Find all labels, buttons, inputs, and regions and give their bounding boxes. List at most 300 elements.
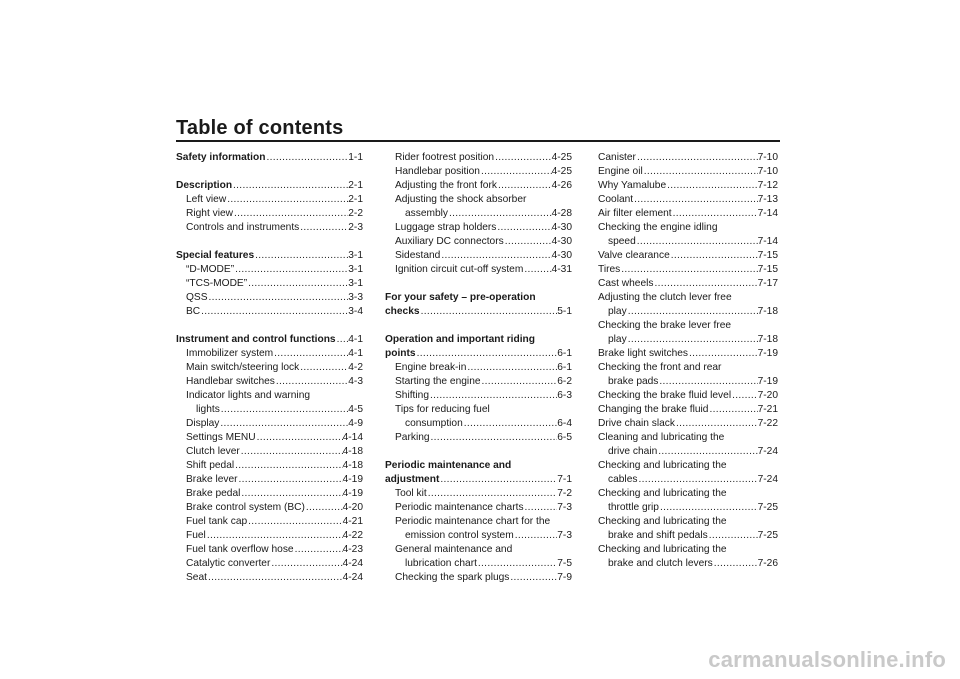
toc-entry[interactable]: [598, 445, 778, 459]
toc-entry-label: Handlebar position: [395, 166, 480, 177]
dot-leader: [688, 347, 758, 361]
dot-leader: [627, 305, 758, 319]
toc-page-number: 7-10: [757, 152, 778, 163]
toc-entry[interactable]: [176, 361, 363, 375]
toc-entry-label: “D-MODE”: [186, 264, 235, 275]
toc-entry[interactable]: [176, 571, 363, 585]
toc-entry-label: lubrication chart: [405, 558, 477, 569]
dot-leader: [232, 179, 348, 193]
toc-page-number: 5-1: [557, 306, 572, 317]
toc-entry-label: play: [608, 306, 627, 317]
toc-entry: [385, 403, 572, 417]
toc-entry-label: Engine oil: [598, 166, 643, 177]
toc-entry-label: Checking and lubricating the: [598, 488, 727, 499]
toc-entry-label: Seat: [186, 572, 207, 583]
toc-page-number: 3-4: [348, 306, 363, 317]
toc-spacer: [385, 445, 572, 459]
toc-entry[interactable]: [385, 221, 572, 235]
toc-entry[interactable]: [385, 417, 572, 431]
dot-leader: [247, 515, 342, 529]
toc-entry[interactable]: [598, 375, 778, 389]
toc-entry[interactable]: [385, 179, 572, 193]
toc-entry: [598, 459, 778, 473]
toc-spacer: [385, 277, 572, 291]
dot-leader: [439, 473, 557, 487]
dot-leader: [448, 207, 552, 221]
toc-page-number: 1-1: [348, 152, 363, 163]
toc-entry[interactable]: [385, 235, 572, 249]
toc-page-number: 4-1: [348, 334, 363, 345]
toc-page-number: 4-18: [342, 460, 363, 471]
toc-section-heading[interactable]: [176, 151, 363, 165]
dot-leader: [480, 165, 552, 179]
toc-entry[interactable]: [176, 221, 363, 235]
toc-entry-label: Coolant: [598, 194, 634, 205]
toc-entry-label: QSS: [186, 292, 208, 303]
toc-entry[interactable]: [385, 375, 572, 389]
dot-leader: [416, 347, 558, 361]
dot-leader: [643, 165, 758, 179]
toc-entry[interactable]: [176, 207, 363, 221]
toc-page-number: 4-24: [342, 558, 363, 569]
toc-section-heading[interactable]: [176, 249, 363, 263]
toc-entry[interactable]: [598, 179, 778, 193]
toc-entry-label: Shifting: [395, 390, 429, 401]
dot-leader: [524, 501, 558, 515]
dot-leader: [299, 221, 348, 235]
toc-entry[interactable]: [385, 151, 572, 165]
toc-entry-label: lights: [196, 404, 220, 415]
toc-entry[interactable]: [598, 501, 778, 515]
toc-page-number: 7-15: [757, 264, 778, 275]
toc-entry-label: Checking the brake lever free: [598, 320, 732, 331]
toc-entry-label: emission control system: [405, 530, 514, 541]
toc-entry[interactable]: [598, 165, 778, 179]
toc-page-number: 7-1: [557, 474, 572, 485]
dot-leader: [305, 501, 343, 515]
toc-section-heading[interactable]: [385, 473, 572, 487]
dot-leader: [254, 249, 348, 263]
toc-spacer: [176, 165, 363, 179]
toc-entry[interactable]: [598, 207, 778, 221]
toc-entry-label: cables: [608, 474, 638, 485]
toc-entry[interactable]: [176, 529, 363, 543]
toc-entry-label: Indicator lights and warning: [186, 390, 311, 401]
dot-leader: [657, 445, 757, 459]
toc-page-number: 4-22: [342, 530, 363, 541]
toc-entry[interactable]: [176, 473, 363, 487]
toc-entry[interactable]: [598, 347, 778, 361]
toc-entry-label: Brake light switches: [598, 348, 689, 359]
toc-entry-label: Shift pedal: [186, 460, 235, 471]
toc-page-number: 7-20: [757, 390, 778, 401]
toc-entry-label: Why Yamalube: [598, 180, 667, 191]
toc-entry: [385, 543, 572, 557]
toc-column-2: [385, 151, 572, 585]
dot-leader: [207, 571, 343, 585]
toc-entry-label: assembly: [405, 208, 449, 219]
toc-entry[interactable]: [176, 277, 363, 291]
toc-page-number: 4-3: [348, 376, 363, 387]
toc-page-number: 4-31: [551, 264, 572, 275]
toc-entry-label: checks: [385, 306, 420, 317]
toc-entry-label: Checking the spark plugs: [395, 572, 510, 583]
toc-page-number: 4-18: [342, 446, 363, 457]
toc-section-heading[interactable]: [385, 347, 572, 361]
toc-entry[interactable]: [385, 571, 572, 585]
dot-leader: [713, 557, 758, 571]
toc-entry-label: Periodic maintenance chart for the: [395, 516, 551, 527]
toc-entry-label: Description: [176, 180, 233, 191]
dot-leader: [299, 361, 348, 375]
toc-page-number: 6-3: [557, 390, 572, 401]
dot-leader: [496, 221, 551, 235]
toc-entry[interactable]: [176, 487, 363, 501]
toc-entry-label: Operation and important riding: [385, 334, 535, 345]
toc-spacer: [176, 235, 363, 249]
dot-leader: [240, 445, 343, 459]
dot-leader: [497, 179, 552, 193]
toc-page-number: 7-9: [557, 572, 572, 583]
toc-entry-label: Parking: [395, 432, 430, 443]
dot-leader: [234, 459, 342, 473]
toc-entry-label: Canister: [598, 152, 636, 163]
toc-entry-label: Ignition circuit cut-off system: [395, 264, 524, 275]
toc-entry[interactable]: [176, 431, 363, 445]
toc-entry[interactable]: [598, 557, 778, 571]
toc-entry-label: Main switch/steering lock: [186, 362, 300, 373]
toc-entry[interactable]: [598, 473, 778, 487]
toc-entry-label: play: [608, 334, 627, 345]
toc-page-number: 4-30: [551, 222, 572, 233]
toc-page-number: 7-2: [557, 488, 572, 499]
toc-entry-label: Brake control system (BC): [186, 502, 305, 513]
dot-leader: [219, 417, 348, 431]
toc-entry-label: Starting the engine: [395, 376, 481, 387]
toc-page-number: 6-4: [557, 418, 572, 429]
toc-page-number: 4-25: [551, 152, 572, 163]
dot-leader: [636, 151, 758, 165]
toc-entry: [598, 543, 778, 557]
toc-entry-label: Changing the brake fluid: [598, 404, 709, 415]
toc-entry[interactable]: [385, 431, 572, 445]
dot-leader: [675, 417, 758, 431]
toc-section-heading[interactable]: [176, 333, 363, 347]
toc-entry-label: Fuel tank overflow hose: [186, 544, 294, 555]
dot-leader: [463, 417, 558, 431]
dot-leader: [247, 277, 348, 291]
toc-entry[interactable]: [176, 459, 363, 473]
toc-entry-label: Clutch lever: [186, 446, 240, 457]
toc-page-number: 2-2: [348, 208, 363, 219]
dot-leader: [731, 389, 758, 403]
dot-leader: [200, 305, 348, 319]
toc-entry-label: Cast wheels: [598, 278, 654, 289]
toc-entry[interactable]: [385, 361, 572, 375]
toc-page-number: 4-28: [551, 208, 572, 219]
toc-entry-label: Checking and lubricating the: [598, 544, 727, 555]
dot-leader: [427, 487, 558, 501]
dot-leader: [509, 571, 557, 585]
toc-page-number: 4-5: [348, 404, 363, 415]
toc-page-number: 6-2: [557, 376, 572, 387]
toc-page-number: 3-1: [348, 264, 363, 275]
toc-entry[interactable]: [176, 375, 363, 389]
toc-page-number: 7-10: [757, 166, 778, 177]
toc-entry: [598, 361, 778, 375]
toc-page-number: 7-3: [557, 530, 572, 541]
toc-entry: [385, 193, 572, 207]
toc-page-number: 4-25: [551, 166, 572, 177]
toc-entry[interactable]: [598, 305, 778, 319]
dot-leader: [430, 431, 558, 445]
toc-entry-label: Cleaning and lubricating the: [598, 432, 725, 443]
toc-entry[interactable]: [176, 263, 363, 277]
toc-entry-label: consumption: [405, 418, 463, 429]
toc-section-heading: [385, 333, 572, 347]
toc-page-number: 7-17: [757, 278, 778, 289]
dot-leader: [670, 249, 758, 263]
toc-page-number: 7-25: [757, 530, 778, 541]
toc-entry-label: Controls and instruments: [186, 222, 300, 233]
toc-entry[interactable]: [598, 417, 778, 431]
dot-leader: [240, 487, 342, 501]
dot-leader: [658, 375, 757, 389]
toc-page-number: 4-30: [551, 250, 572, 261]
toc-entry-label: speed: [608, 236, 636, 247]
dot-leader: [233, 207, 348, 221]
toc-entry-label: Adjusting the clutch lever free: [598, 292, 732, 303]
toc-entry[interactable]: [385, 389, 572, 403]
watermark-text: carmanualsonline.info: [708, 647, 946, 672]
toc-page-number: 4-19: [342, 488, 363, 499]
toc-entry-label: Tips for reducing fuel: [395, 404, 490, 415]
dot-leader: [466, 361, 557, 375]
toc-page-number: 2-1: [348, 180, 363, 191]
toc-entry-label: brake and clutch levers: [608, 558, 713, 569]
toc-page-number: 4-1: [348, 348, 363, 359]
toc-entry: [385, 515, 572, 529]
toc-page-number: 7-25: [757, 502, 778, 513]
toc-entry-label: Handlebar switches: [186, 376, 275, 387]
dot-leader: [206, 529, 343, 543]
toc-entry-label: Adjusting the shock absorber: [395, 194, 527, 205]
dot-leader: [429, 389, 557, 403]
page-title: Table of contents: [176, 117, 344, 139]
dot-leader: [633, 193, 757, 207]
dot-leader: [275, 375, 348, 389]
toc-entry-label: Left view: [186, 194, 227, 205]
toc-entry-label: Brake lever: [186, 474, 238, 485]
toc-entry-label: points: [385, 348, 416, 359]
toc-entry[interactable]: [598, 389, 778, 403]
dot-leader: [666, 179, 757, 193]
dot-leader: [208, 291, 349, 305]
toc-entry[interactable]: [176, 347, 363, 361]
toc-page-number: 4-20: [342, 502, 363, 513]
toc-entry-label: Tool kit: [395, 488, 427, 499]
toc-entry-label: Catalytic converter: [186, 558, 271, 569]
toc-section-heading: [385, 291, 572, 305]
toc-page-number: 7-13: [757, 194, 778, 205]
toc-entry[interactable]: [385, 249, 572, 263]
dot-leader: [620, 263, 757, 277]
toc-entry-label: Brake pedal: [186, 488, 241, 499]
dot-leader: [273, 347, 348, 361]
toc-entry[interactable]: [598, 529, 778, 543]
toc-entry[interactable]: [385, 557, 572, 571]
dot-leader: [659, 501, 758, 515]
dot-leader: [440, 249, 551, 263]
toc-entry[interactable]: [598, 403, 778, 417]
toc-entry[interactable]: [176, 515, 363, 529]
toc-entry-label: Tires: [598, 264, 621, 275]
toc-entry[interactable]: [385, 529, 572, 543]
toc-entry: [598, 291, 778, 305]
toc-entry[interactable]: [598, 151, 778, 165]
toc-page-number: 7-14: [757, 236, 778, 247]
toc-entry: [598, 319, 778, 333]
toc-page-number: 4-14: [342, 432, 363, 443]
toc-page-number: 7-26: [757, 558, 778, 569]
toc-entry[interactable]: [385, 501, 572, 515]
toc-entry[interactable]: [385, 487, 572, 501]
toc-entry-label: Checking the front and rear: [598, 362, 722, 373]
toc-entry-label: Fuel: [186, 530, 206, 541]
toc-entry[interactable]: [176, 501, 363, 515]
toc-entry[interactable]: [598, 193, 778, 207]
dot-leader: [294, 543, 343, 557]
toc-entry[interactable]: [176, 403, 363, 417]
toc-page-number: 4-2: [348, 362, 363, 373]
toc-entry[interactable]: [385, 165, 572, 179]
toc-page-number: 3-3: [348, 292, 363, 303]
toc-page-number: 7-24: [757, 446, 778, 457]
toc-entry-label: For your safety – pre-operation: [385, 292, 536, 303]
toc-page-number: 6-1: [557, 362, 572, 373]
toc-entry-label: Checking the engine idling: [598, 222, 718, 233]
toc-page-number: 4-21: [342, 516, 363, 527]
dot-leader: [672, 207, 758, 221]
toc-entry-label: Right view: [186, 208, 233, 219]
dot-leader: [494, 151, 552, 165]
toc-column-1: [176, 151, 363, 585]
toc-entry[interactable]: [385, 207, 572, 221]
toc-entry-label: Auxiliary DC connectors: [395, 236, 504, 247]
toc-page-number: 7-19: [757, 348, 778, 359]
toc-entry-label: Luggage strap holders: [395, 222, 497, 233]
toc-page-number: 4-19: [342, 474, 363, 485]
toc-page-number: 4-26: [551, 180, 572, 191]
toc-entry[interactable]: [176, 417, 363, 431]
toc-entry[interactable]: [598, 249, 778, 263]
dot-leader: [234, 263, 348, 277]
toc-page-number: 6-1: [557, 348, 572, 359]
toc-entry-label: Checking the brake fluid level: [598, 390, 732, 401]
dot-leader: [256, 431, 343, 445]
toc-entry-label: Engine break-in: [395, 362, 467, 373]
dot-leader: [238, 473, 343, 487]
toc-entry-label: Rider footrest position: [395, 152, 495, 163]
toc-entry-label: BC: [186, 306, 201, 317]
toc-entry-label: Settings MENU: [186, 432, 256, 443]
toc-entry-label: Periodic maintenance and: [385, 460, 512, 471]
dot-leader: [708, 403, 757, 417]
toc-entry[interactable]: [598, 277, 778, 291]
toc-section-heading[interactable]: [385, 305, 572, 319]
toc-entry-label: Immobilizer system: [186, 348, 274, 359]
toc-entry: [598, 221, 778, 235]
dot-leader: [270, 557, 342, 571]
toc-entry[interactable]: [598, 235, 778, 249]
dot-leader: [265, 151, 348, 165]
toc-page-number: 4-30: [551, 236, 572, 247]
toc-column-3: [598, 151, 778, 571]
toc-entry-label: Sidestand: [395, 250, 441, 261]
toc-entry-label: drive chain: [608, 446, 658, 457]
toc-entry[interactable]: [176, 445, 363, 459]
dot-leader: [523, 263, 551, 277]
toc-entry: [598, 487, 778, 501]
dot-leader: [477, 557, 557, 571]
toc-entry-label: Air filter element: [598, 208, 672, 219]
dot-leader: [654, 277, 758, 291]
toc-page-number: 7-24: [757, 474, 778, 485]
toc-page-number: 2-3: [348, 222, 363, 233]
toc-entry-label: Valve clearance: [598, 250, 670, 261]
dot-leader: [637, 473, 757, 487]
toc-page-number: 4-23: [342, 544, 363, 555]
dot-leader: [627, 333, 758, 347]
toc-entry[interactable]: [176, 193, 363, 207]
dot-leader: [514, 529, 558, 543]
toc-entry: [598, 515, 778, 529]
toc-page-number: 7-15: [757, 250, 778, 261]
dot-leader: [708, 529, 758, 543]
toc-entry-label: Safety information: [176, 152, 266, 163]
toc-entry[interactable]: [176, 305, 363, 319]
toc-page-number: 7-22: [757, 418, 778, 429]
toc-entry: [176, 389, 363, 403]
toc-page-number: 7-14: [757, 208, 778, 219]
toc-section-heading[interactable]: [176, 179, 363, 193]
dot-leader: [336, 333, 349, 347]
toc-page-number: 4-24: [342, 572, 363, 583]
toc-entry[interactable]: [176, 543, 363, 557]
toc-entry[interactable]: [598, 263, 778, 277]
toc-entry[interactable]: [176, 557, 363, 571]
toc-entry-label: Periodic maintenance charts: [395, 502, 524, 513]
toc-entry-label: Adjusting the front fork: [395, 180, 497, 191]
toc-entry-label: brake and shift pedals: [608, 530, 708, 541]
toc-entry: [598, 431, 778, 445]
dot-leader: [504, 235, 552, 249]
dot-leader: [226, 193, 348, 207]
toc-entry[interactable]: [598, 333, 778, 347]
toc-entry[interactable]: [176, 291, 363, 305]
toc-page-number: 6-5: [557, 432, 572, 443]
toc-entry-label: General maintenance and: [395, 544, 513, 555]
toc-page-number: 7-18: [757, 334, 778, 345]
toc-page-number: 7-3: [557, 502, 572, 513]
dot-leader: [636, 235, 758, 249]
toc-spacer: [176, 319, 363, 333]
title-rule: [176, 140, 780, 142]
toc-page-number: 4-9: [348, 418, 363, 429]
toc-entry-label: Special features: [176, 250, 255, 261]
toc-entry[interactable]: [385, 263, 572, 277]
toc-entry-label: Fuel tank cap: [186, 516, 248, 527]
